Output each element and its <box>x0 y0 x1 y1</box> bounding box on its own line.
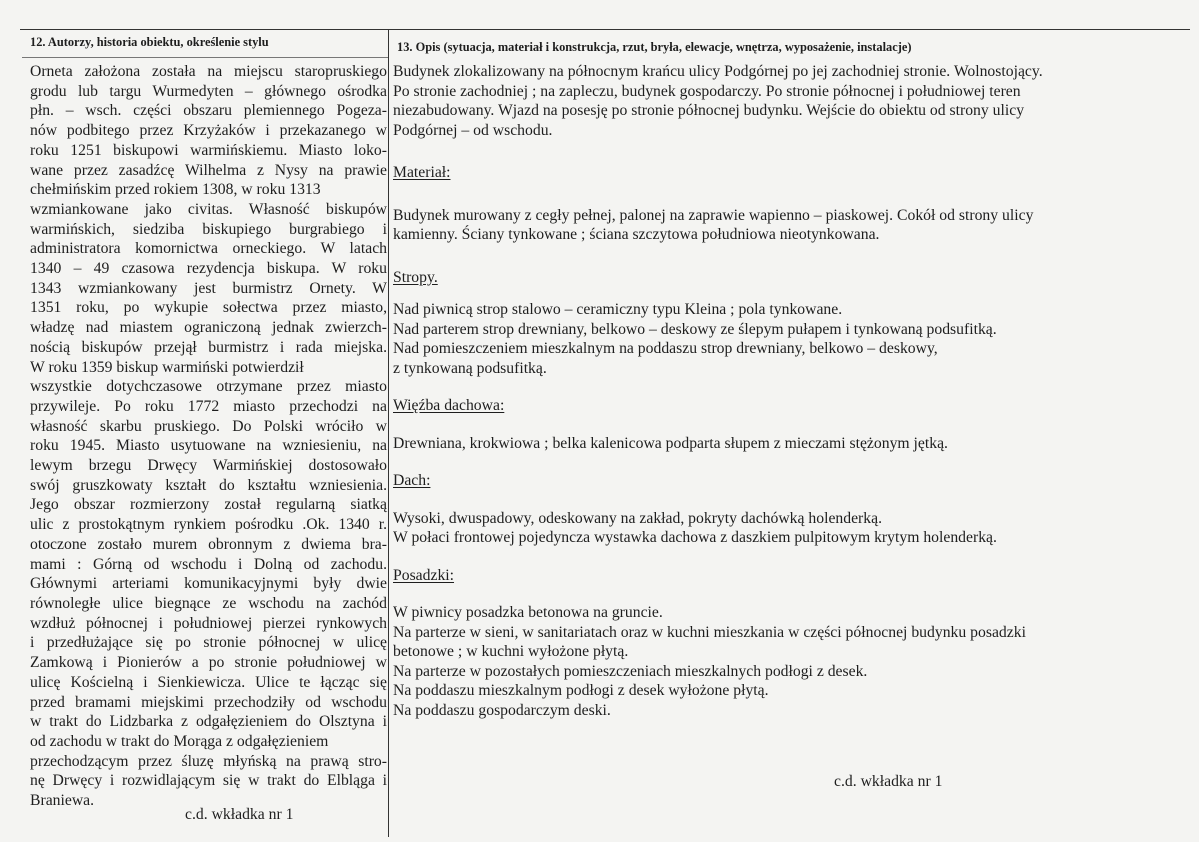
text-line: równoległe ulice biegnące ze wschodu na zachód <box>30 594 387 612</box>
text-line: własność skarbu pruskiego. Do Polski wróciło w <box>30 417 387 435</box>
description-text <box>393 62 1183 720</box>
text-line: 1340 – 49 czasowa rezydencja biskupa. W roku <box>30 260 387 278</box>
text-line: i przedłużające się po stronie północnej w ulicę <box>30 634 387 652</box>
history-text <box>30 62 387 811</box>
text-line: mami : Górną od wschodu i Dolną od zachodu. <box>30 555 387 573</box>
section-title-text: Więźba dachowa: <box>393 397 505 414</box>
text-line: nów podbitego przez Krzyżaków i przekazanego w <box>30 122 387 140</box>
text-line: Budynek murowany z cegły pełnej, palonej na zaprawie wapienno – piaskowej. Cokół od strony ulicy <box>393 206 1034 224</box>
text-line: swój gruszkowaty kształt do kształtu wzniesienia. <box>30 476 387 494</box>
header-divider-left <box>22 57 388 58</box>
text-line: chełmińskim przed rokiem 1308, w roku 1313 <box>30 181 321 199</box>
text-line: wzdłuż północnej i południowej pierzei rynkowych <box>30 614 387 632</box>
text-line: W połaci frontowej pojedyncza wystawka dachowa z daszkiem pulpitowym krytym holenderką. <box>393 529 997 546</box>
text-line: W piwnicy posadzka betonowa na gruncie. <box>393 604 663 621</box>
text-line: warmińskich, siedziba biskupiego burgrabiego i <box>30 220 387 238</box>
column-divider <box>388 29 389 837</box>
text-line: Nad parterem strop drewniany, belkowo – deskowy ze ślepym pułapem i tynkowaną podsufitką. <box>393 320 997 338</box>
text-line: Jego obszar rozmierzony został regularną siatką <box>30 496 387 514</box>
text-line: otoczone zostało murem obronnym z dwiema bra- <box>30 535 387 553</box>
text-line: Podgórnej – od wschodu. <box>393 121 553 139</box>
top-border <box>20 29 1190 30</box>
text-line: z tynkowaną podsufitką. <box>393 359 547 377</box>
text-line: roku 1251 biskupowi warmińskiemu. Miasto loko- <box>30 141 387 159</box>
text-line: niezabudowany. Wjazd na posesję po stronie północnej budynku. Wejście do obiektu od strony ulicy <box>393 102 1025 119</box>
text-line: Budynek zlokalizowany na północnym krańcu ulicy Podgórnej po jej zachodniej stronie. Wolnostojący. <box>393 63 1043 80</box>
text-line: ulicę Kościelną i Sienkiewicza. Ulice te łącząc się <box>30 673 387 691</box>
text-line: Na parterze w sieni, w sanitariatach oraz w kuchni mieszkania w części północnej budynku posadzki <box>393 623 1026 641</box>
text-line: betonowe ; w kuchni wyłożone płytą. <box>393 643 629 660</box>
text-line: W roku 1359 biskup warmiński potwierdził <box>30 358 304 376</box>
text-line: Orneta założona została na miejscu staropruskiego <box>30 63 387 80</box>
text-line: lewym brzegu Drwęcy Warmińskiej dostosowało <box>30 457 387 475</box>
section-title <box>393 163 1183 183</box>
section-title <box>393 566 1183 586</box>
right-section-header: 13. Opis (sytuacja, materiał i konstrukcja, rzut, bryła, elewacje, wnętrza, wyposażenie, instalacje) <box>397 40 912 54</box>
text-line: Zamkową i Pionierów a po stronie południowej w <box>30 654 387 672</box>
text-line: 1343 wzmiankowany jest burmistrz Ornety. W <box>30 279 387 297</box>
text-line: władzę nad miastem ograniczoną jednak zwierzch- <box>30 319 387 337</box>
text-line: płn. – wsch. części obszaru plemiennego Pogeza- <box>30 102 387 120</box>
text-line: administratora komornictwa orneckiego. W latach <box>30 240 387 258</box>
text-line: roku 1945. Miasto usytuowane na wzniesieniu, na <box>30 437 387 455</box>
text-line: przechodzącym przez śluzę młyńską na prawą stro- <box>30 752 387 770</box>
section-title <box>393 396 1183 416</box>
text-line: Po stronie zachodniej ; na zapleczu, budynek gospodarczy. Po stronie północnej i południowej teren <box>393 82 1021 100</box>
text-line: przed bramami miejskimi przechodziły od wschodu <box>30 693 387 711</box>
text-line: Drewniana, krokwiowa ; belka kalenicowa podparta słupem z mieczami stężonym jętką. <box>393 434 948 452</box>
text-line: Nad piwnicą strop stalowo – ceramiczny typu Kleina ; pola tynkowane. <box>393 301 843 318</box>
text-line: nością biskupów przejął burmistrz i rada miejska. <box>30 338 387 356</box>
text-line: ulic z prostokątnym rynkiem pośrodku .Ok. 1340 r. <box>30 516 387 534</box>
text-line: grodu lub targu Wurmedyten – głównego ośrodka <box>30 82 387 100</box>
right-continuation-note: c.d. wkładka nr 1 <box>834 773 943 790</box>
text-line: Wysoki, dwuspadowy, odeskowany na zakład, pokryty dachówką holenderką. <box>393 509 883 527</box>
text-line: Braniewa. <box>30 792 95 810</box>
text-line: w trakt do Lidzbarka z odgałęzieniem do Olsztyna i <box>30 713 387 731</box>
text-line: Głównymi arteriami komunikacyjnymi były dwie <box>30 575 387 593</box>
text-line: kamienny. Ściany tynkowane ; ściana szczytowa południowa nieotynkowana. <box>393 226 880 243</box>
left-continuation-note: c.d. wkładka nr 1 <box>185 806 294 823</box>
text-line: wszystkie dotychczasowe otrzymane przez miasto <box>30 378 387 396</box>
section-title-text: Dach: <box>393 472 431 489</box>
section-title-text: Materiał: <box>393 164 451 181</box>
text-line: Na parterze w pozostałych pomieszczeniach mieszkalnych podłogi z desek. <box>393 662 868 680</box>
text-line: przywileje. Po roku 1772 miasto przechodzi na <box>30 397 387 415</box>
text-line: Na poddaszu gospodarczym deski. <box>393 701 611 719</box>
section-title-text: Posadzki: <box>393 566 455 584</box>
text-line: od zachodu w trakt do Morąga z odgałęzieniem <box>30 732 329 750</box>
section-title <box>393 471 1183 491</box>
text-line: wane przez zasadźcę Wilhelma z Nysy na prawie <box>30 161 387 179</box>
left-section-header: 12. Autorzy, historia obiektu, określenie stylu <box>30 35 269 49</box>
section-title-text: Stropy. <box>393 268 438 286</box>
text-line: wzmiankowane jako civitas. Własność biskupów <box>30 200 387 218</box>
text-line: nę Drwęcy i rozwidlającym się w trakt do Elbląga i <box>30 772 387 790</box>
text-line: 1351 roku, po wykupie sołectwa przez miasto, <box>30 299 387 317</box>
text-line: Nad pomieszczeniem mieszkalnym na poddaszu strop drewniany, belkowo – deskowy, <box>393 340 938 357</box>
text-line: Na poddaszu mieszkalnym podłogi z desek wyłożone płytą. <box>393 682 769 699</box>
section-title <box>393 268 1183 288</box>
